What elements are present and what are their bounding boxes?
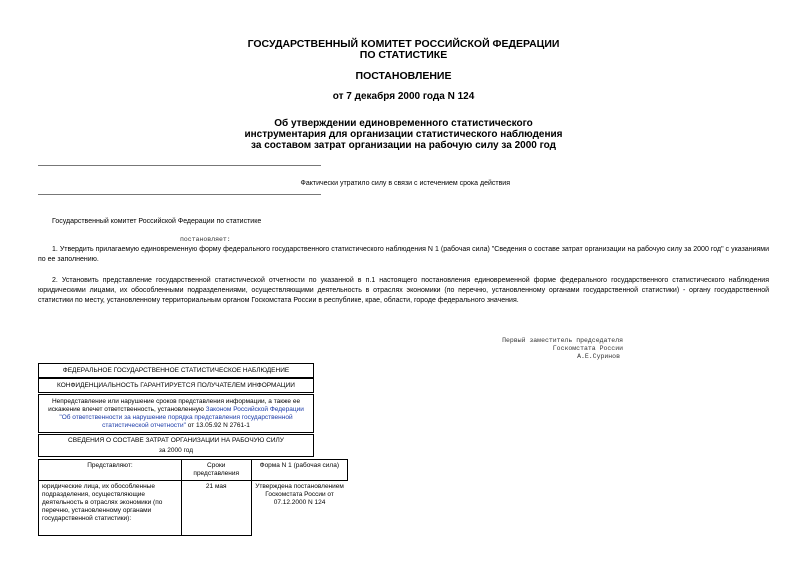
- confidential-box: [38, 378, 314, 393]
- signature-position: Первый заместитель председателя: [502, 337, 623, 344]
- warning-box: [38, 394, 314, 433]
- subject-line-3: за составом затрат организации на рабочую силу за 2000 год: [251, 140, 556, 151]
- form-title-box: [38, 434, 314, 457]
- federal-box: [38, 363, 314, 378]
- preamble: Государственный комитет Российской Федерации по статистике: [52, 218, 262, 225]
- deadline-cell: 21 мая: [181, 481, 251, 536]
- header-deadlines: Сроки представления: [181, 460, 251, 481]
- doc-date: от 7 декабря 2000 года N 124: [332, 91, 475, 102]
- warning-tail: от 13.05.92 N 2761-1: [187, 422, 250, 429]
- table-header-row: [39, 460, 348, 481]
- status-note: Фактически утратило силу в связи с истечением срока действия: [300, 180, 510, 187]
- form-title: СВЕДЕНИЯ О СОСТАВЕ ЗАТРАТ ОРГАНИЗАЦИИ НА РАБОЧУЮ СИЛУ: [68, 437, 284, 444]
- committee-title-2: ПО СТАТИСТИКЕ: [359, 49, 448, 61]
- item-2: 2. Установить представление государственной статистической отчетности по указанной в п.1 настоящего постановления единовременной форме федерального государственного статистического наблюдения юридическими лицами, их обособленными подразделениями, осуществляющими деятельность в отраслях экономики (по перечню, установленному органами государственной статистики) - органу государственной статистики по месту, установленному территориальным органом Госкомстата России в республике, крае, области, городе федерального значения.: [38, 277, 769, 304]
- signature-name: А.Е.Суринов: [577, 353, 620, 360]
- submission-table: [38, 459, 348, 536]
- approval-cell: Утверждена постановлением Госкомстата России от 07.12.2000 N 124: [255, 483, 344, 506]
- subject-line-2: инструментария для организации статистического наблюдения: [244, 129, 563, 140]
- committee-title: ГОСУДАРСТВЕННЫЙ КОМИТЕТ РОССИЙСКОЙ ФЕДЕРАЦИИ: [247, 38, 560, 50]
- submitters-cell: юридические лица, их обособленные подразделения, осуществляющие деятельность в отраслях экономики (по перечню, установленному органами государственной статистики):: [39, 481, 182, 536]
- law-link[interactable]: Законом Российской Федерации: [205, 406, 304, 413]
- federal-label: ФЕДЕРАЛЬНОЕ ГОСУДАРСТВЕННОЕ СТАТИСТИЧЕСКОЕ НАБЛЮДЕНИЕ: [62, 367, 290, 374]
- divider-top: [38, 165, 321, 166]
- item-1: 1. Утвердить прилагаемую единовременную форму федерального государственного статистического наблюдения N 1 (рабочая сила) "Сведения о составе затрат организации на рабочую силу за 2000 год" с указаниями по ее заполнению.: [38, 246, 769, 263]
- warning-text: Непредставление или нарушение сроков представления информации, а также ее искажение влечет ответственность, установленную: [48, 398, 301, 413]
- header-form-number: Форма N 1 (рабочая сила): [251, 460, 347, 481]
- law-title-link[interactable]: "Об ответственности за нарушение порядка представления государственной статистической отчетности": [59, 414, 293, 429]
- confidential-label: КОНФИДЕНЦИАЛЬНОСТЬ ГАРАНТИРУЕТСЯ ПОЛУЧАТЕЛЕМ ИНФОРМАЦИИ: [57, 382, 295, 389]
- subject-line-1: Об утверждении единовременного статистического: [274, 118, 533, 129]
- signature-org: Госкомстата России: [552, 345, 623, 352]
- table-row: [39, 481, 348, 536]
- header-submitters: Представляют:: [39, 460, 182, 481]
- divider-bottom: [38, 194, 321, 195]
- form-period: за 2000 год: [158, 447, 194, 454]
- decrees-word: постановляет:: [180, 236, 231, 243]
- doc-type: ПОСТАНОВЛЕНИЕ: [355, 70, 452, 82]
